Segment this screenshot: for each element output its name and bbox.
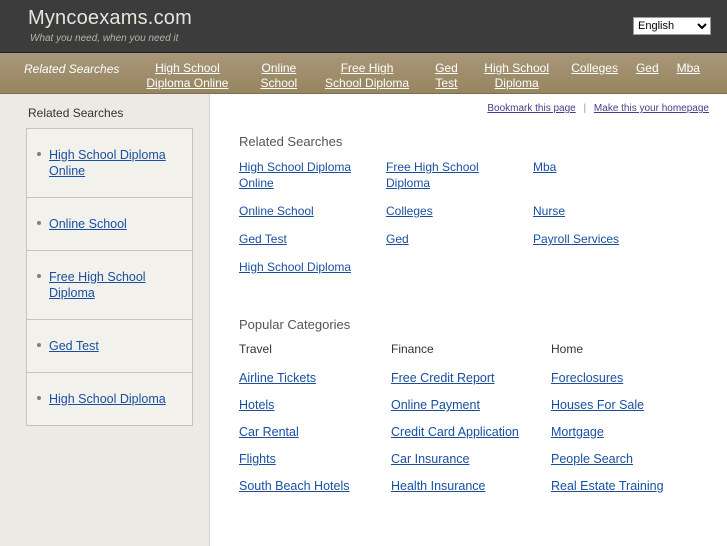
related-searches-navbar (0, 53, 727, 94)
page-content (0, 94, 727, 546)
category-column-finance (391, 342, 551, 500)
nav-item-free-high-school-diploma[interactable] (312, 57, 422, 91)
category-link-online-payment[interactable]: Online Payment (391, 398, 480, 412)
category-link-south-beach-hotels[interactable]: South Beach Hotels (239, 479, 350, 493)
related-link-mba[interactable]: Mba (533, 160, 557, 174)
bullet-icon (37, 396, 41, 400)
bullet-icon (37, 274, 41, 278)
bullet-icon (37, 152, 41, 156)
sidebar-item-high-school-diploma-online[interactable] (27, 129, 192, 198)
nav-link[interactable]: Free High School Diploma (325, 61, 410, 90)
category-link-car-insurance[interactable]: Car Insurance (391, 452, 470, 466)
nav-link[interactable]: Mba (676, 61, 700, 75)
link-separator: | (583, 103, 587, 114)
site-tagline: What you need, when you need it (30, 33, 179, 44)
nav-link[interactable]: Online School (260, 61, 298, 90)
sidebar-item-label[interactable]: High School Diploma Online (49, 148, 166, 178)
nav-link[interactable]: High School Diploma (484, 61, 549, 90)
category-link-car-rental[interactable]: Car Rental (239, 425, 299, 439)
sidebar-list (26, 128, 193, 426)
sidebar-item-label[interactable]: Online School (49, 217, 127, 231)
nav-item-ged[interactable] (627, 57, 668, 76)
category-link-health-insurance[interactable]: Health Insurance (391, 479, 486, 493)
related-link-high-school-diploma-online[interactable]: High School Diploma Online (239, 160, 352, 190)
nav-link[interactable]: High School Diploma Online (146, 61, 229, 90)
related-link-colleges[interactable]: Colleges (386, 204, 433, 218)
category-link-foreclosures[interactable]: Foreclosures (551, 371, 624, 385)
nav-link[interactable]: Ged Test (435, 61, 458, 90)
category-column-travel (239, 342, 391, 500)
sidebar-item-label[interactable]: Ged Test (49, 339, 99, 353)
nav-item-online-school[interactable] (245, 57, 312, 91)
nav-link[interactable]: Colleges (571, 61, 618, 75)
category-column-home (551, 342, 713, 500)
site-brand: Myncoexams.com (28, 7, 192, 29)
related-link-nurse[interactable]: Nurse (533, 204, 566, 218)
sidebar-item-online-school[interactable] (27, 198, 192, 251)
nav-item-mba[interactable] (668, 57, 709, 76)
bookmark-page-link[interactable]: Bookmark this page (487, 103, 576, 114)
nav-item-colleges[interactable] (562, 57, 627, 76)
bullet-icon (37, 343, 41, 347)
popular-categories-title: Popular Categories (239, 317, 351, 332)
nav-item-high-school-diploma-online[interactable] (129, 57, 245, 91)
related-link-payroll-services[interactable]: Payroll Services (533, 232, 620, 246)
category-link-people-search[interactable]: People Search (551, 452, 634, 466)
bullet-icon (37, 221, 41, 225)
sidebar-item-high-school-diploma[interactable] (27, 373, 192, 425)
related-searches-title: Related Searches (239, 134, 343, 149)
category-link-real-estate-training[interactable]: Real Estate Training (551, 479, 664, 493)
nav-link[interactable]: Ged (635, 61, 659, 75)
nav-item-ged-test[interactable] (422, 57, 471, 91)
sidebar-item-free-high-school-diploma[interactable] (27, 251, 192, 320)
category-link-flights[interactable]: Flights (239, 452, 276, 466)
category-link-free-credit-report[interactable]: Free Credit Report (391, 371, 495, 385)
page-header (0, 0, 727, 53)
related-link-free-high-school-diploma[interactable]: Free High School Diploma (386, 160, 479, 190)
nav-item-high-school-diploma[interactable] (471, 57, 562, 91)
popular-categories-grid (239, 342, 713, 500)
category-link-credit-card-application[interactable]: Credit Card Application (391, 425, 519, 439)
related-link-high-school-diploma[interactable]: High School Diploma (239, 260, 352, 274)
main-column (211, 94, 727, 546)
sidebar-item-label[interactable]: Free High School Diploma (49, 270, 146, 300)
related-searches-grid (239, 159, 713, 275)
related-link-ged[interactable]: Ged (386, 232, 409, 246)
sidebar-title: Related Searches (28, 106, 124, 120)
sidebar-item-ged-test[interactable] (27, 320, 192, 373)
utility-links (225, 94, 713, 114)
category-heading-travel: Travel (239, 342, 272, 356)
category-link-mortgage[interactable]: Mortgage (551, 425, 604, 439)
sidebar (0, 94, 210, 546)
category-link-airline-tickets[interactable]: Airline Tickets (239, 371, 317, 385)
sidebar-item-label[interactable]: High School Diploma (49, 392, 166, 406)
language-select[interactable] (633, 17, 711, 35)
navbar-label: Related Searches (24, 62, 120, 76)
category-link-houses-for-sale[interactable]: Houses For Sale (551, 398, 645, 412)
category-heading-finance: Finance (391, 342, 434, 356)
category-link-hotels[interactable]: Hotels (239, 398, 275, 412)
related-link-online-school[interactable]: Online School (239, 204, 314, 218)
category-heading-home: Home (551, 342, 584, 356)
make-homepage-link[interactable]: Make this your homepage (593, 103, 709, 114)
related-link-ged-test[interactable]: Ged Test (239, 232, 287, 246)
